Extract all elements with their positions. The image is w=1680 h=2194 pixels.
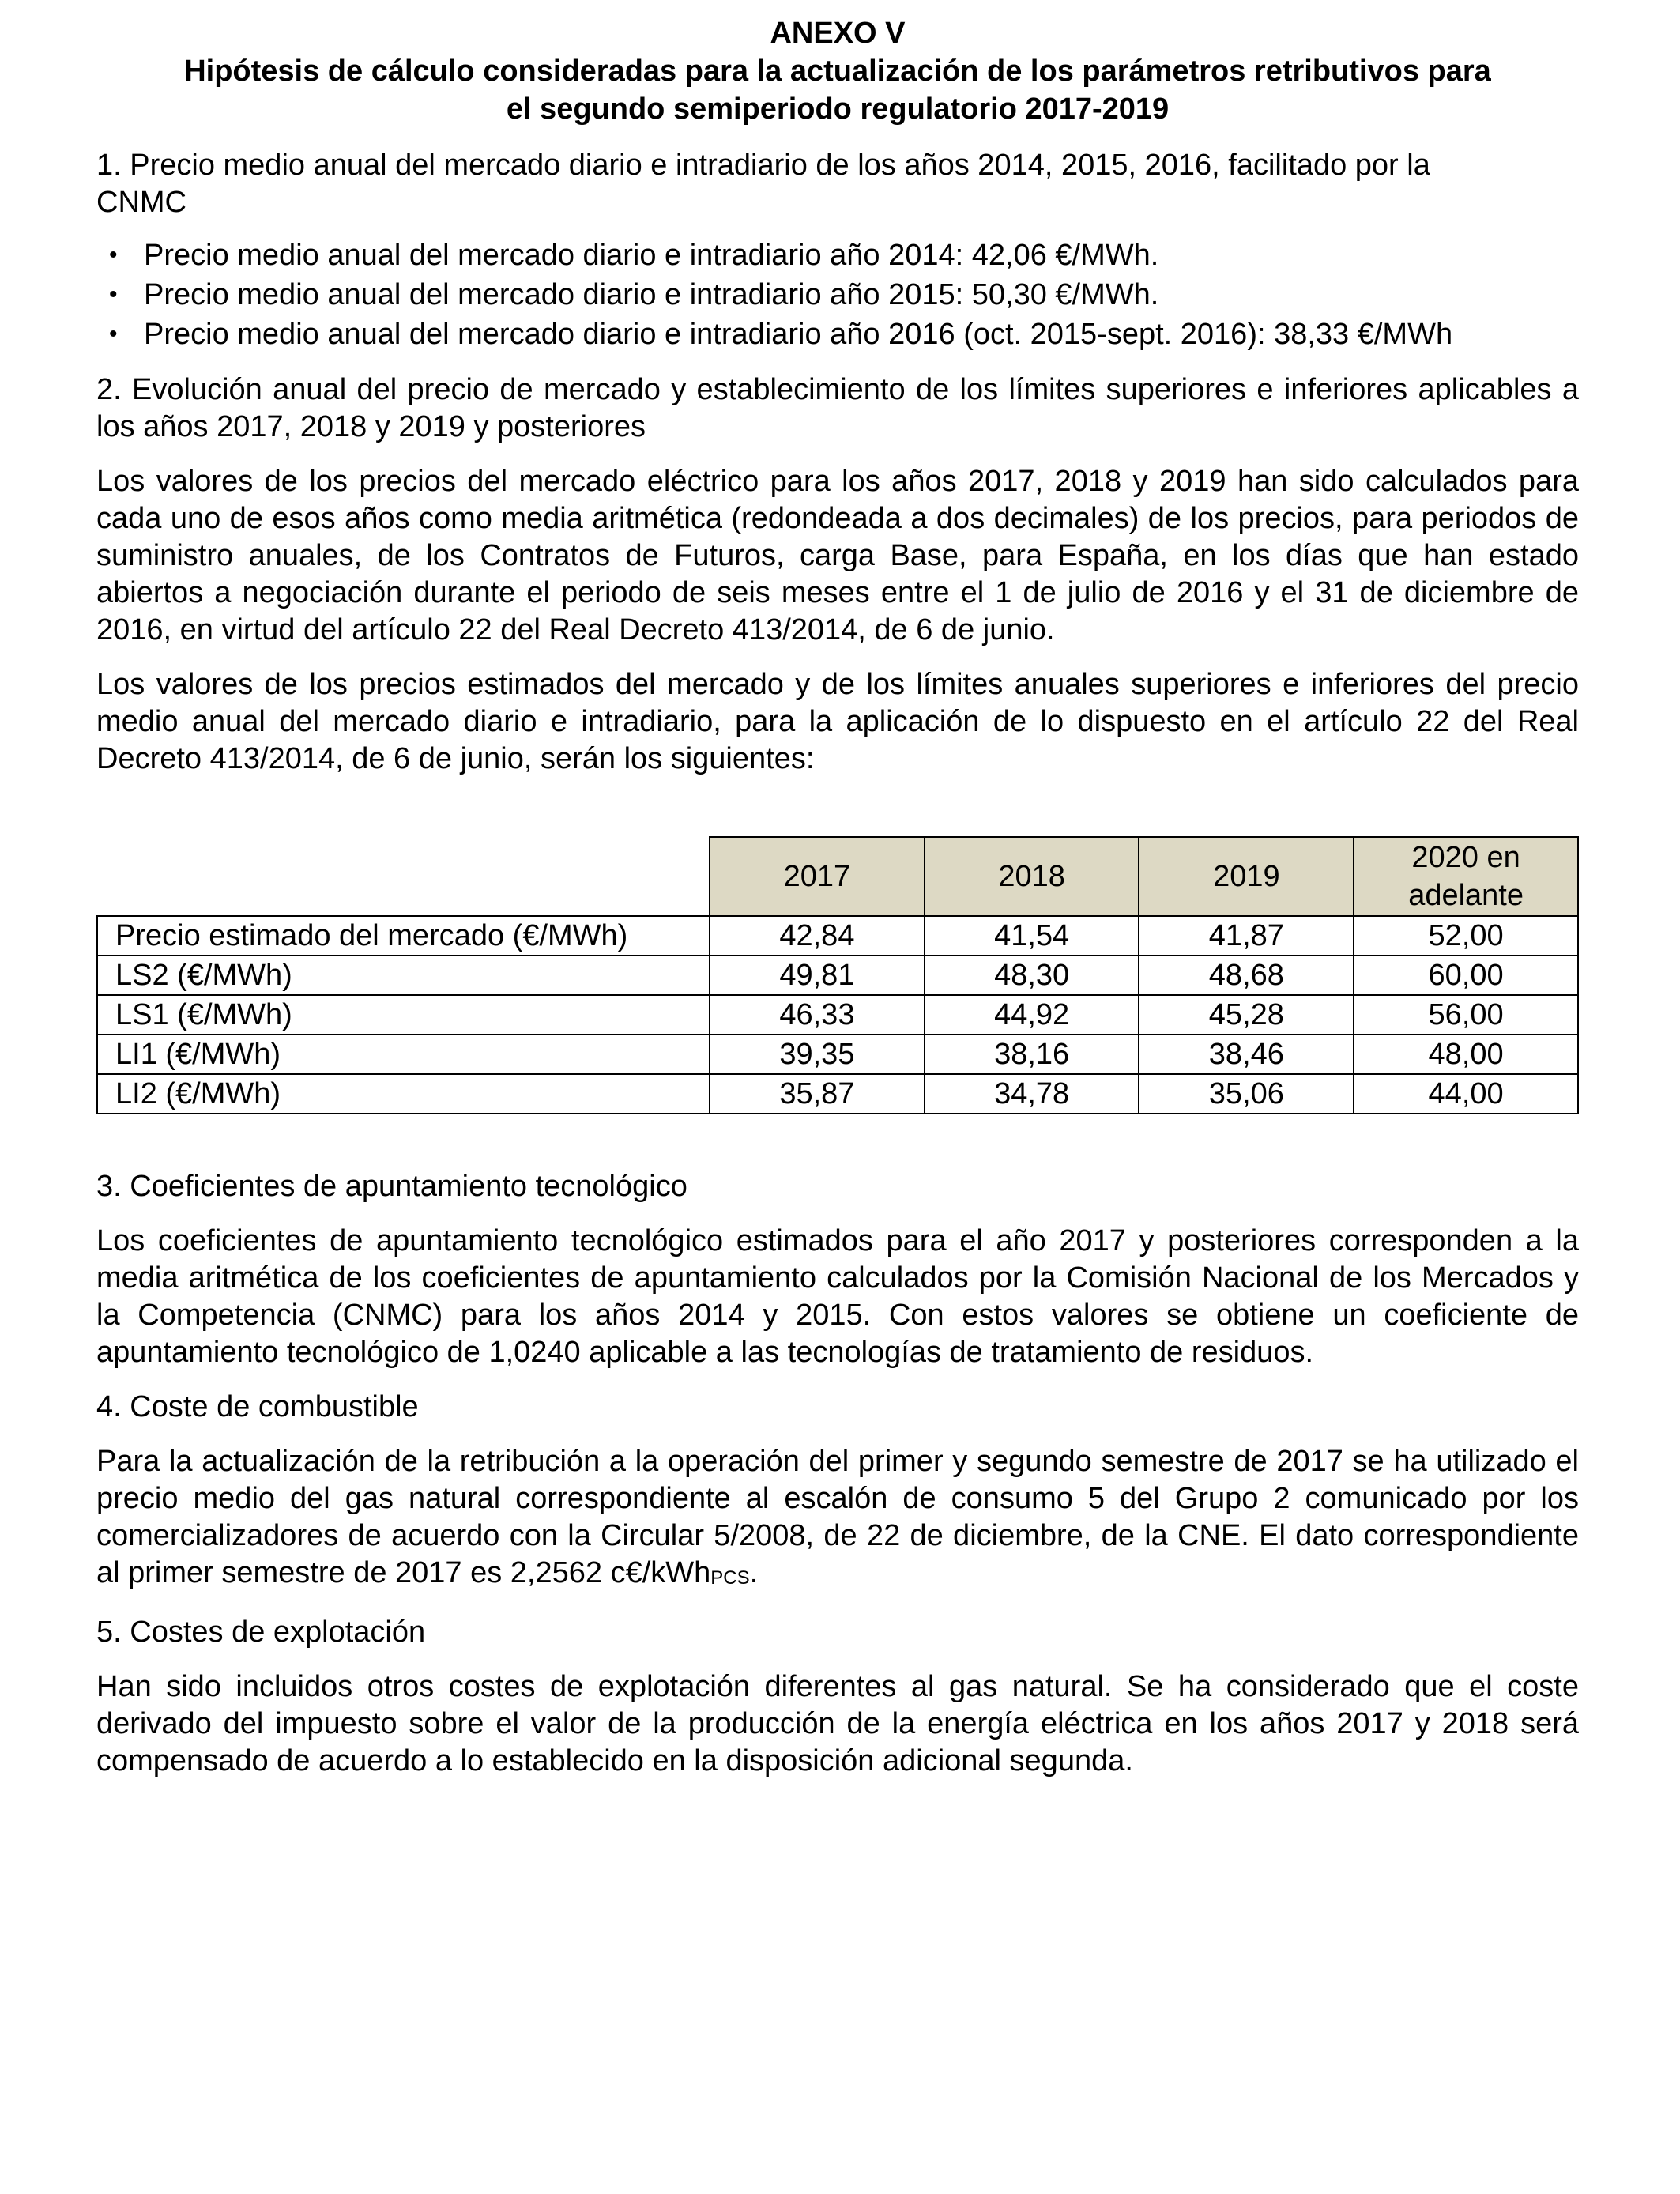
section-1-heading-line1: 1. Precio medio anual del mercado diario e intradiario de los años 2014, 2015, 2016, facilitado por la — [96, 149, 1430, 182]
table-cell: 38,16 — [925, 1035, 1139, 1074]
list-item — [109, 315, 1579, 354]
table-row-label: LS1 (€/MWh) — [97, 995, 710, 1035]
annex-subtitle-line1: Hipótesis de cálculo consideradas para la actualización de los parámetros retributivos para — [184, 55, 1491, 88]
section-2-paragraph-1: Los valores de los precios del mercado eléctrico para los años 2017, 2018 y 2019 han sido calculados para cada uno de esos años como media aritmética (redondeada a dos decimales) de los precios, para periodos de suministro anuales, de los Contratos de Futuros, carga Base, para España, en los días que han estado abiertos a negociación durante el periodo de seis meses entre el 1 de julio de 2016 y el 31 de diciembre de 2016, en virtud del artículo 22 del Real Decreto 413/2014, de 6 de junio. — [96, 465, 1579, 647]
annex-title: ANEXO V — [770, 17, 906, 50]
section-3-heading: 3. Coeficientes de apuntamiento tecnológico — [96, 1170, 687, 1203]
section-5-heading: 5. Costes de explotación — [96, 1615, 426, 1649]
table-cell: 45,28 — [1139, 995, 1354, 1035]
table-cell: 56,00 — [1354, 995, 1578, 1035]
bullet-icon: • — [109, 281, 118, 307]
section-2-paragraph-2: Los valores de los precios estimados del mercado y de los límites anuales superiores e inferiores del precio medio anual del mercado diario e intradiario, para la aplicación de lo dispuesto en el artículo 22 del Real Decreto 413/2014, de 6 de junio, serán los siguientes: — [96, 668, 1579, 775]
table-cell: 38,46 — [1139, 1035, 1354, 1074]
table-cell: 35,06 — [1139, 1074, 1354, 1114]
section-1-heading-line2: CNMC — [96, 186, 186, 219]
table-corner-cell — [97, 837, 710, 916]
section-4-paragraph-end: . — [749, 1556, 759, 1589]
section-1 — [96, 147, 1579, 354]
table-cell: 52,00 — [1354, 916, 1578, 956]
table-cell: 60,00 — [1354, 956, 1578, 995]
table-cell: 44,92 — [925, 995, 1139, 1035]
section-4-paragraph — [96, 1443, 1579, 1596]
table-header-row — [97, 837, 1578, 916]
table-row — [97, 995, 1578, 1035]
table-cell: 35,87 — [710, 1074, 925, 1114]
section-2-heading: 2. Evolución anual del precio de mercado y establecimiento de los límites superiores e inferiores aplicables a los años 2017, 2018 y 2019 y posteriores — [96, 373, 1579, 443]
section-2 — [96, 371, 1579, 778]
section-3-paragraph: Los coeficientes de apuntamiento tecnológico estimados para el año 2017 y posteriores corresponden a la media aritmética de los coeficientes de apuntamiento calculados por la Comisión Nacional de los Mercados y la Competencia (CNMC) para los años 2014 y 2015. Con estos valores se obtiene un coeficiente de apuntamiento tecnológico de 1,0240 aplicable a las tecnologías de tratamiento de residuos. — [96, 1224, 1579, 1369]
table-row-label: Precio estimado del mercado (€/MWh) — [97, 916, 710, 956]
section-4-heading: 4. Coste de combustible — [96, 1390, 419, 1423]
list-item-text: Precio medio anual del mercado diario e intradiario año 2015: 50,30 €/MWh. — [144, 278, 1159, 311]
table-row — [97, 916, 1578, 956]
table-row-label: LI1 (€/MWh) — [97, 1035, 710, 1074]
section-4-paragraph-text: Para la actualización de la retribución a la operación del primer y segundo semestre de 2017 se ha utilizado el precio medio del gas natural correspondiente al escalón de consumo 5 del Grupo 2 comunicado por los comercializadores de acuerdo con la Circular 5/2008, de 22 de diciembre, de la CNE. El dato correspondiente al primer semestre de 2017 es 2,2562 c€/kWh — [96, 1445, 1579, 1589]
table-row — [97, 1074, 1578, 1114]
table-cell: 42,84 — [710, 916, 925, 956]
table-cell: 39,35 — [710, 1035, 925, 1074]
table-header-cell: 2019 — [1139, 837, 1354, 916]
table-header-cell: 2020 en adelante — [1354, 837, 1578, 916]
table-row-label: LI2 (€/MWh) — [97, 1074, 710, 1114]
table-cell: 34,78 — [925, 1074, 1139, 1114]
table-cell: 49,81 — [710, 956, 925, 995]
table-row-label: LS2 (€/MWh) — [97, 956, 710, 995]
bullet-icon: • — [109, 321, 118, 347]
section-1-bullet-list — [96, 236, 1579, 354]
unit-subscript: PCS — [710, 1567, 750, 1589]
table-cell: 48,68 — [1139, 956, 1354, 995]
table-cell: 44,00 — [1354, 1074, 1578, 1114]
annex-subtitle-line2: el segundo semiperiodo regulatorio 2017-2019 — [506, 92, 1170, 126]
table-cell: 46,33 — [710, 995, 925, 1035]
section-5-paragraph: Han sido incluidos otros costes de explotación diferentes al gas natural. Se ha considerado que el coste derivado del impuesto sobre el valor de la producción de la energía eléctrica en los años 2017 y 2018 será compensado de acuerdo a lo establecido en la disposición adicional segunda. — [96, 1670, 1579, 1777]
list-item — [109, 236, 1579, 275]
table-row — [97, 1035, 1578, 1074]
table-header-cell: 2018 — [925, 837, 1139, 916]
section-3 — [96, 1168, 1579, 1371]
table-cell: 48,30 — [925, 956, 1139, 995]
table-cell: 41,54 — [925, 916, 1139, 956]
market-price-table — [96, 836, 1579, 1114]
list-item — [109, 275, 1579, 315]
table-cell: 41,87 — [1139, 916, 1354, 956]
table-row — [97, 956, 1578, 995]
document-page — [96, 14, 1579, 1780]
table-header-cell: 2017 — [710, 837, 925, 916]
list-item-text: Precio medio anual del mercado diario e intradiario año 2014: 42,06 €/MWh. — [144, 239, 1159, 272]
section-4 — [96, 1389, 1579, 1596]
list-item-text: Precio medio anual del mercado diario e intradiario año 2016 (oct. 2015-sept. 2016): 38,33 €/MWh — [144, 318, 1453, 351]
section-5 — [96, 1614, 1579, 1780]
table-cell: 48,00 — [1354, 1035, 1578, 1074]
bullet-icon: • — [109, 242, 118, 268]
